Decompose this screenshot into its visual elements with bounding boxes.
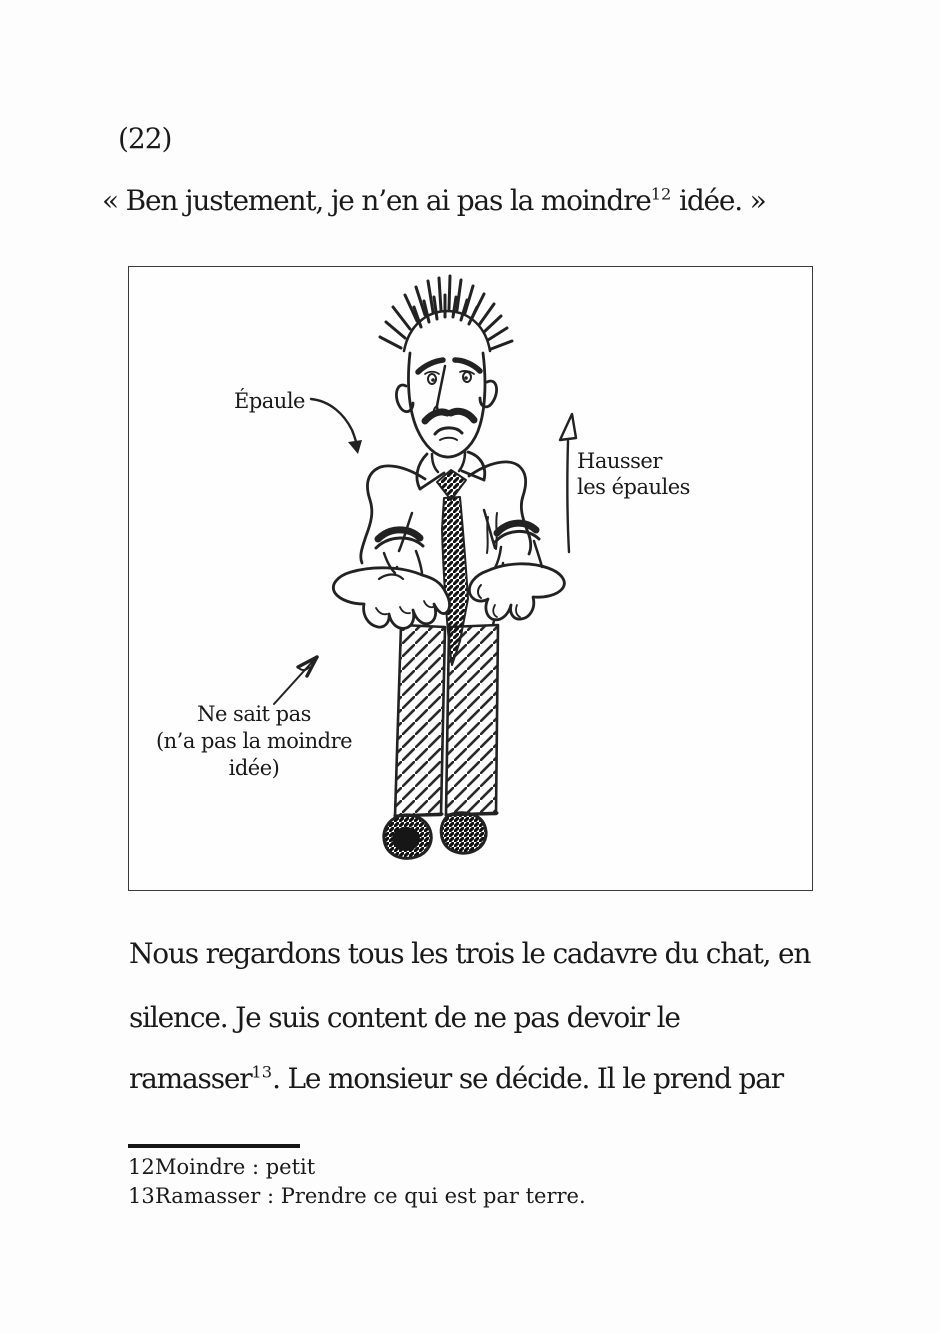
mustache <box>425 412 447 421</box>
paragraph-line-3-start: ramasser <box>129 1062 252 1095</box>
paragraph-line-2: silence. Je suis content de ne pas devoir le <box>129 1001 680 1034</box>
quote-line <box>102 184 766 217</box>
right-eyebrow <box>455 360 480 371</box>
footnote-12 <box>128 1155 315 1179</box>
footnote-12-number: 12 <box>128 1155 155 1179</box>
footnote-12-text: Moindre : petit <box>155 1155 316 1179</box>
illustration-frame <box>128 266 813 891</box>
label-hausser-les-epaules <box>577 448 690 500</box>
epaule-arrow-icon <box>311 399 362 454</box>
right-arm <box>469 462 531 554</box>
right-ear <box>480 381 497 407</box>
footnote-separator <box>128 1144 300 1148</box>
quote-text-end: idée. » <box>671 184 766 217</box>
left-eyebrow <box>418 360 443 372</box>
paragraph-line-3-end: . Le monsieur se décide. Il le prend par <box>272 1062 783 1095</box>
shoes <box>384 813 497 859</box>
paragraph-line-1: Nous regardons tous les trois le cadavre du chat, en <box>129 937 811 970</box>
page-section-number: (22) <box>118 122 172 155</box>
label-epaule: Épaule <box>234 389 305 413</box>
paragraph-line-3 <box>129 1062 783 1095</box>
quote-text-start: « Ben justement, je n’en ai pas la moindre <box>102 184 651 217</box>
label-ne-sait-pas-line1: Ne sait pas <box>197 702 311 726</box>
footnote-ref-13: 13 <box>251 1062 273 1082</box>
footnote-ref-12: 12 <box>650 184 672 204</box>
label-hausser-line2: les épaules <box>577 475 690 499</box>
footnote-13-text: Ramasser : Prendre ce qui est par terre. <box>155 1184 586 1208</box>
label-ne-sait-pas <box>129 701 379 782</box>
right-shoe <box>441 813 486 853</box>
mouth <box>435 428 462 434</box>
hair <box>380 276 512 351</box>
face <box>396 353 496 457</box>
hausser-arrow-up-icon <box>560 414 576 552</box>
footnote-13-number: 13 <box>128 1184 155 1208</box>
label-hausser-line1: Hausser <box>577 449 662 473</box>
left-arm <box>361 466 425 563</box>
left-hand <box>333 568 449 629</box>
pants <box>395 625 498 816</box>
ne-sait-pas-arrow-icon <box>274 657 317 704</box>
mustache <box>451 411 474 420</box>
footnote-13 <box>128 1184 586 1208</box>
man-shrugging-drawing <box>129 267 811 889</box>
label-ne-sait-pas-line2: (n’a pas la moindre idée) <box>155 729 353 780</box>
